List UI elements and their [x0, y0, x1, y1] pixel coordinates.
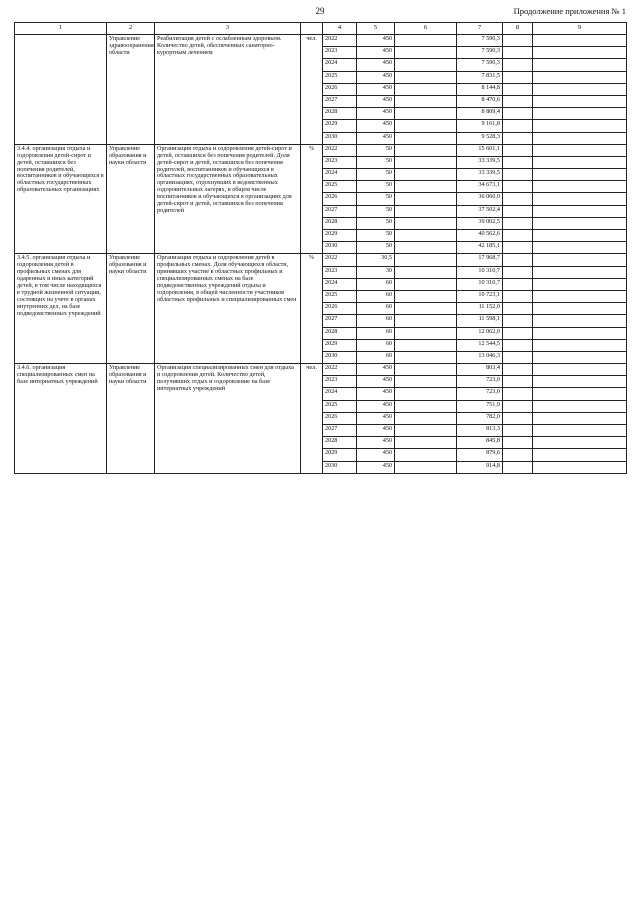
empty-cell	[395, 169, 457, 181]
column-number: 9	[533, 23, 627, 35]
empty-cell	[395, 376, 457, 388]
target-value-cell: 450	[357, 461, 395, 473]
empty-cell	[395, 388, 457, 400]
empty-cell	[533, 388, 627, 400]
target-value-cell: 450	[357, 59, 395, 71]
year-cell: 2026	[323, 412, 357, 424]
empty-cell	[395, 35, 457, 47]
target-value-cell: 50	[357, 230, 395, 242]
year-cell: 2023	[323, 47, 357, 59]
funding-cell: 879,6	[457, 449, 503, 461]
empty-cell	[533, 193, 627, 205]
empty-cell	[533, 47, 627, 59]
measure-code-cell: 3.4.4. организация отдыха и оздоровления детей-сирот и детей, оставшихся без попечения родителей, воспитанников и обучающихся в областных государственных образовательных организациях	[15, 144, 107, 254]
empty-cell	[503, 290, 533, 302]
empty-cell	[395, 71, 457, 83]
target-value-cell: 450	[357, 388, 395, 400]
year-cell: 2029	[323, 339, 357, 351]
unit-cell: чел.	[301, 364, 323, 474]
column-number: 3	[155, 23, 301, 35]
executor-cell: Управление образования и науки области	[107, 254, 155, 364]
empty-cell	[395, 425, 457, 437]
indicator-cell: Организация специализированных смен для отдыха и оздоровления детей. Количество детей, получивших отдых и оздоровление на базе интернатных учреждений	[155, 364, 301, 474]
empty-cell	[395, 242, 457, 254]
empty-cell	[533, 412, 627, 424]
empty-cell	[395, 181, 457, 193]
empty-cell	[503, 242, 533, 254]
target-value-cell: 450	[357, 35, 395, 47]
empty-cell	[395, 461, 457, 473]
target-value-cell: 450	[357, 412, 395, 424]
year-cell: 2025	[323, 290, 357, 302]
funding-cell: 17 968,7	[457, 254, 503, 266]
empty-cell	[395, 120, 457, 132]
funding-cell: 12 062,0	[457, 327, 503, 339]
year-cell: 2027	[323, 205, 357, 217]
empty-cell	[395, 351, 457, 363]
measure-code-cell	[15, 35, 107, 145]
empty-cell	[395, 59, 457, 71]
year-cell: 2027	[323, 315, 357, 327]
year-cell: 2028	[323, 108, 357, 120]
empty-cell	[533, 169, 627, 181]
empty-cell	[503, 193, 533, 205]
target-value-cell: 50	[357, 169, 395, 181]
year-cell: 2025	[323, 71, 357, 83]
funding-cell: 33 339,5	[457, 169, 503, 181]
empty-cell	[533, 217, 627, 229]
empty-cell	[503, 351, 533, 363]
year-cell: 2028	[323, 217, 357, 229]
funding-cell: 7 831,5	[457, 71, 503, 83]
empty-cell	[503, 376, 533, 388]
empty-cell	[503, 156, 533, 168]
empty-cell	[503, 205, 533, 217]
year-cell: 2025	[323, 181, 357, 193]
empty-cell	[395, 47, 457, 59]
funding-cell: 803,4	[457, 364, 503, 376]
column-number: 6	[395, 23, 457, 35]
empty-cell	[533, 461, 627, 473]
empty-cell	[503, 71, 533, 83]
empty-cell	[503, 315, 533, 327]
empty-cell	[533, 437, 627, 449]
empty-cell	[533, 351, 627, 363]
year-cell: 2028	[323, 327, 357, 339]
empty-cell	[503, 169, 533, 181]
year-cell: 2030	[323, 242, 357, 254]
year-cell: 2027	[323, 425, 357, 437]
funding-cell: 12 544,5	[457, 339, 503, 351]
funding-cell: 7 590,3	[457, 47, 503, 59]
empty-cell	[533, 278, 627, 290]
empty-cell	[395, 144, 457, 156]
empty-cell	[395, 412, 457, 424]
empty-cell	[395, 400, 457, 412]
empty-cell	[395, 193, 457, 205]
target-value-cell: 450	[357, 449, 395, 461]
empty-cell	[533, 400, 627, 412]
empty-cell	[395, 205, 457, 217]
empty-cell	[503, 217, 533, 229]
year-cell: 2024	[323, 388, 357, 400]
target-value-cell: 450	[357, 400, 395, 412]
indicator-cell: Реабилитация детей с ослабленным здоровьем. Количество детей, обеспеченных санаторно-курортным лечением	[155, 35, 301, 145]
empty-cell	[395, 315, 457, 327]
empty-cell	[395, 449, 457, 461]
funding-cell: 782,0	[457, 412, 503, 424]
empty-cell	[395, 327, 457, 339]
empty-cell	[503, 425, 533, 437]
empty-cell	[395, 156, 457, 168]
target-value-cell: 60	[357, 351, 395, 363]
empty-cell	[533, 181, 627, 193]
unit-cell: чел.	[301, 35, 323, 145]
funding-cell: 11 152,0	[457, 303, 503, 315]
funding-cell: 813,3	[457, 425, 503, 437]
continuation-note: Продолжение приложения № 1	[513, 6, 626, 16]
empty-cell	[395, 266, 457, 278]
empty-cell	[395, 83, 457, 95]
column-number: 8	[503, 23, 533, 35]
target-value-cell: 60	[357, 303, 395, 315]
year-cell: 2022	[323, 254, 357, 266]
empty-cell	[503, 230, 533, 242]
target-value-cell: 450	[357, 83, 395, 95]
indicator-cell: Организация отдыха и оздоровления детей-сирот и детей, оставшихся без попечения родителей. Доля детей-сирот и детей, оставшихся без попечения родителей, воспитанников и обучающихся в областных государственных образовательных организациях, отдохнувших в ведомственных оздоровительных лагерях, в общем числе воспитанников и обучающихся в организациях для детей-сирот и детей, оставшихся без попечения родителей	[155, 144, 301, 254]
page-header	[14, 4, 626, 20]
empty-cell	[533, 254, 627, 266]
target-value-cell: 30,5	[357, 254, 395, 266]
target-value-cell: 50	[357, 242, 395, 254]
empty-cell	[533, 339, 627, 351]
unit-cell: %	[301, 254, 323, 364]
empty-cell	[503, 437, 533, 449]
target-value-cell: 60	[357, 290, 395, 302]
funding-cell: 9 528,3	[457, 132, 503, 144]
target-value-cell: 30	[357, 266, 395, 278]
target-value-cell: 50	[357, 205, 395, 217]
year-cell: 2023	[323, 266, 357, 278]
table-row	[15, 35, 627, 47]
empty-cell	[503, 47, 533, 59]
target-value-cell: 450	[357, 71, 395, 83]
funding-cell: 914,8	[457, 461, 503, 473]
column-number	[301, 23, 323, 35]
empty-cell	[503, 400, 533, 412]
funding-cell: 7 590,3	[457, 35, 503, 47]
target-value-cell: 450	[357, 108, 395, 120]
year-cell: 2030	[323, 132, 357, 144]
empty-cell	[533, 120, 627, 132]
year-cell: 2022	[323, 35, 357, 47]
funding-cell: 845,8	[457, 437, 503, 449]
funding-cell: 10 310,7	[457, 278, 503, 290]
column-number: 1	[15, 23, 107, 35]
empty-cell	[395, 108, 457, 120]
empty-cell	[503, 120, 533, 132]
funding-cell: 36 060,0	[457, 193, 503, 205]
executor-cell: Управление образования и науки области	[107, 144, 155, 254]
empty-cell	[395, 303, 457, 315]
year-cell: 2029	[323, 120, 357, 132]
empty-cell	[503, 83, 533, 95]
empty-cell	[533, 144, 627, 156]
indicator-cell: Организация отдыха и оздоровления детей в профильных сменах. Доля обучающихся области, принявших участие в областных профильных и специализированных сменах на базе подведомственных учреждений отдыха и оздоровления, в общей численности участников областных профильных и специализированных смен	[155, 254, 301, 364]
column-number: 7	[457, 23, 503, 35]
empty-cell	[395, 95, 457, 107]
funding-cell: 10 310,7	[457, 266, 503, 278]
year-cell: 2024	[323, 169, 357, 181]
empty-cell	[503, 254, 533, 266]
unit-cell: %	[301, 144, 323, 254]
table-row	[15, 144, 627, 156]
empty-cell	[503, 35, 533, 47]
empty-cell	[395, 437, 457, 449]
target-value-cell: 50	[357, 217, 395, 229]
empty-cell	[395, 364, 457, 376]
empty-cell	[503, 327, 533, 339]
empty-cell	[533, 242, 627, 254]
year-cell: 2023	[323, 156, 357, 168]
empty-cell	[503, 132, 533, 144]
measure-code-cell: 3.4.5. организация отдыха и оздоровления детей в профильных сменах для одаренных и иных категорий детей, в том числе находящихся в трудной жизненной ситуации, состоящих на учете в органах внутренних дел, на базе подведомственных учреждений	[15, 254, 107, 364]
empty-cell	[395, 254, 457, 266]
target-value-cell: 60	[357, 315, 395, 327]
empty-cell	[395, 132, 457, 144]
empty-cell	[533, 425, 627, 437]
year-cell: 2027	[323, 95, 357, 107]
target-value-cell: 60	[357, 339, 395, 351]
empty-cell	[503, 364, 533, 376]
funding-cell: 8 470,6	[457, 95, 503, 107]
empty-cell	[533, 59, 627, 71]
empty-cell	[533, 327, 627, 339]
funding-cell: 751,9	[457, 400, 503, 412]
empty-cell	[395, 230, 457, 242]
funding-cell: 37 502,4	[457, 205, 503, 217]
funding-cell: 7 590,3	[457, 59, 503, 71]
target-value-cell: 450	[357, 364, 395, 376]
empty-cell	[503, 278, 533, 290]
year-cell: 2026	[323, 83, 357, 95]
target-value-cell: 450	[357, 95, 395, 107]
table-body	[15, 35, 627, 474]
target-value-cell: 450	[357, 437, 395, 449]
target-value-cell: 50	[357, 156, 395, 168]
empty-cell	[533, 290, 627, 302]
empty-cell	[533, 266, 627, 278]
funding-cell: 11 598,1	[457, 315, 503, 327]
column-number: 4	[323, 23, 357, 35]
funding-cell: 42 185,1	[457, 242, 503, 254]
executor-cell: Управление здравоохранения области	[107, 35, 155, 145]
target-value-cell: 50	[357, 193, 395, 205]
funding-cell: 13 046,3	[457, 351, 503, 363]
target-value-cell: 50	[357, 144, 395, 156]
funding-cell: 8 809,4	[457, 108, 503, 120]
empty-cell	[533, 35, 627, 47]
funding-cell: 723,0	[457, 376, 503, 388]
empty-cell	[533, 364, 627, 376]
empty-cell	[503, 144, 533, 156]
empty-cell	[533, 230, 627, 242]
empty-cell	[533, 83, 627, 95]
target-value-cell: 450	[357, 47, 395, 59]
target-value-cell: 60	[357, 327, 395, 339]
empty-cell	[503, 95, 533, 107]
target-value-cell: 50	[357, 181, 395, 193]
column-number-row	[15, 23, 627, 35]
funding-cell: 33 339,5	[457, 156, 503, 168]
empty-cell	[503, 59, 533, 71]
funding-cell: 40 562,6	[457, 230, 503, 242]
table-row	[15, 254, 627, 266]
funding-cell: 15 601,1	[457, 144, 503, 156]
year-cell: 2030	[323, 461, 357, 473]
empty-cell	[533, 205, 627, 217]
funding-cell: 34 673,1	[457, 181, 503, 193]
funding-cell: 723,0	[457, 388, 503, 400]
table-row	[15, 364, 627, 376]
empty-cell	[503, 108, 533, 120]
empty-cell	[503, 181, 533, 193]
empty-cell	[395, 290, 457, 302]
column-number: 2	[107, 23, 155, 35]
empty-cell	[503, 412, 533, 424]
funding-cell: 8 144,8	[457, 83, 503, 95]
empty-cell	[533, 132, 627, 144]
year-cell: 2024	[323, 278, 357, 290]
empty-cell	[533, 71, 627, 83]
empty-cell	[533, 315, 627, 327]
year-cell: 2026	[323, 303, 357, 315]
target-value-cell: 60	[357, 278, 395, 290]
empty-cell	[533, 156, 627, 168]
empty-cell	[533, 449, 627, 461]
page-number: 29	[315, 6, 325, 16]
year-cell: 2023	[323, 376, 357, 388]
target-value-cell: 450	[357, 132, 395, 144]
funding-cell: 39 002,5	[457, 217, 503, 229]
year-cell: 2029	[323, 449, 357, 461]
year-cell: 2028	[323, 437, 357, 449]
empty-cell	[503, 461, 533, 473]
executor-cell: Управление образования и науки области	[107, 364, 155, 474]
year-cell: 2025	[323, 400, 357, 412]
empty-cell	[503, 388, 533, 400]
year-cell: 2026	[323, 193, 357, 205]
empty-cell	[395, 339, 457, 351]
program-table	[14, 22, 627, 474]
year-cell: 2029	[323, 230, 357, 242]
empty-cell	[503, 266, 533, 278]
target-value-cell: 450	[357, 425, 395, 437]
empty-cell	[503, 303, 533, 315]
empty-cell	[533, 95, 627, 107]
empty-cell	[395, 217, 457, 229]
empty-cell	[395, 278, 457, 290]
funding-cell: 9 161,8	[457, 120, 503, 132]
empty-cell	[533, 376, 627, 388]
year-cell: 2022	[323, 364, 357, 376]
year-cell: 2022	[323, 144, 357, 156]
target-value-cell: 450	[357, 376, 395, 388]
year-cell: 2024	[323, 59, 357, 71]
empty-cell	[533, 303, 627, 315]
target-value-cell: 450	[357, 120, 395, 132]
empty-cell	[503, 339, 533, 351]
column-number: 5	[357, 23, 395, 35]
measure-code-cell: 3.4.6. организация специализированных смен на базе интернатных учреждений	[15, 364, 107, 474]
year-cell: 2030	[323, 351, 357, 363]
empty-cell	[533, 108, 627, 120]
funding-cell: 10 723,1	[457, 290, 503, 302]
empty-cell	[503, 449, 533, 461]
